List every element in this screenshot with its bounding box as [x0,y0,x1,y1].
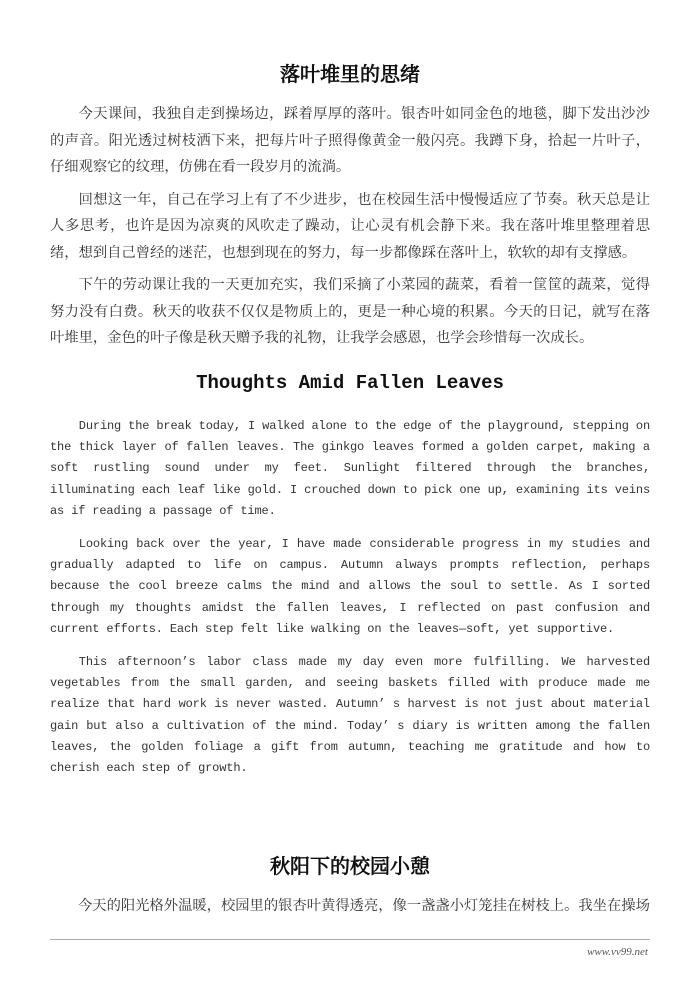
section-chinese-1 [50,58,650,358]
paragraph: Looking back over the year, I have made considerable progress in my studies and gradually adapted to life on campus. Autumn always prompts reflection, perhaps because the cool breeze calms the mind and allows the soul to settle. As I sorted through my thoughts amidst the fallen leaves, I reflected on past confusion and current efforts. Each step felt like walking on the leaves—soft, yet supportive. [50,537,650,636]
section-chinese-2 [50,850,650,926]
title-chinese-1: 落叶堆里的思绪 [280,62,420,86]
paragraph: 下午的劳动课让我的一天更加充实，我们采摘了小菜园的蔬菜，看着一筐筐的蔬菜，觉得努力没有白费。秋天的收获不仅仅是物质上的，更是一种心境的积累。今天的日记，就写在落叶堆里，金色的叶子像是秋天赠予我的礼物，让我学会感恩，也学会珍惜每一次成长。 [50,277,650,346]
footer-divider [50,939,650,940]
paragraph: This afternoon’s labor class made my day even more fulfilling. We harvested vegetables from the small garden, and seeing baskets filled with produce made me realize that hard work is never wasted. Autumn’ s harvest is not just about material gain but also a cultivation of the mind. Today’ s diary is written among the fallen leaves, the golden foliage a gift from autumn, teaching me gratitude and how to cherish each step of growth. [50,655,650,776]
title-english: Thoughts Amid Fallen Leaves [196,372,504,394]
footer-url: www.vv99.net [587,946,648,958]
section-english [50,372,650,791]
paragraph: 回想这一年，自己在学习上有了不少进步，也在校园生活中慢慢适应了节奏。秋天总是让人多思考，也许是因为凉爽的风吹走了躁动，让心灵有机会静下来。我在落叶堆里整理着思绪，想到自己曾经的迷茫，也想到现在的努力，每一步都像踩在落叶上，软软的却有支撑感。 [50,191,650,261]
paragraph: 今天的阳光格外温暖，校园里的银杏叶黄得透亮，像一盏盏小灯笼挂在树枝上。我坐在操场 [78,898,650,914]
paragraph: During the break today, I walked alone to the edge of the playground, stepping on the thick layer of fallen leaves. The ginkgo leaves formed a golden carpet, making a soft rustling sound under my feet. Sunlight filtered through the branches, illuminating each leaf like gold. I crouched down to pick one up, examining its veins as if reading a passage of time. [50,419,650,518]
paragraph: 今天课间，我独自走到操场边，踩着厚厚的落叶。银杏叶如同金色的地毯，脚下发出沙沙的声音。阳光透过树枝洒下来，把每片叶子照得像黄金一般闪亮。我蹲下身，拾起一片叶子，仔细观察它的纹理，仿佛在看一段岁月的流淌。 [50,106,650,175]
title-chinese-2: 秋阳下的校园小憩 [270,854,430,878]
